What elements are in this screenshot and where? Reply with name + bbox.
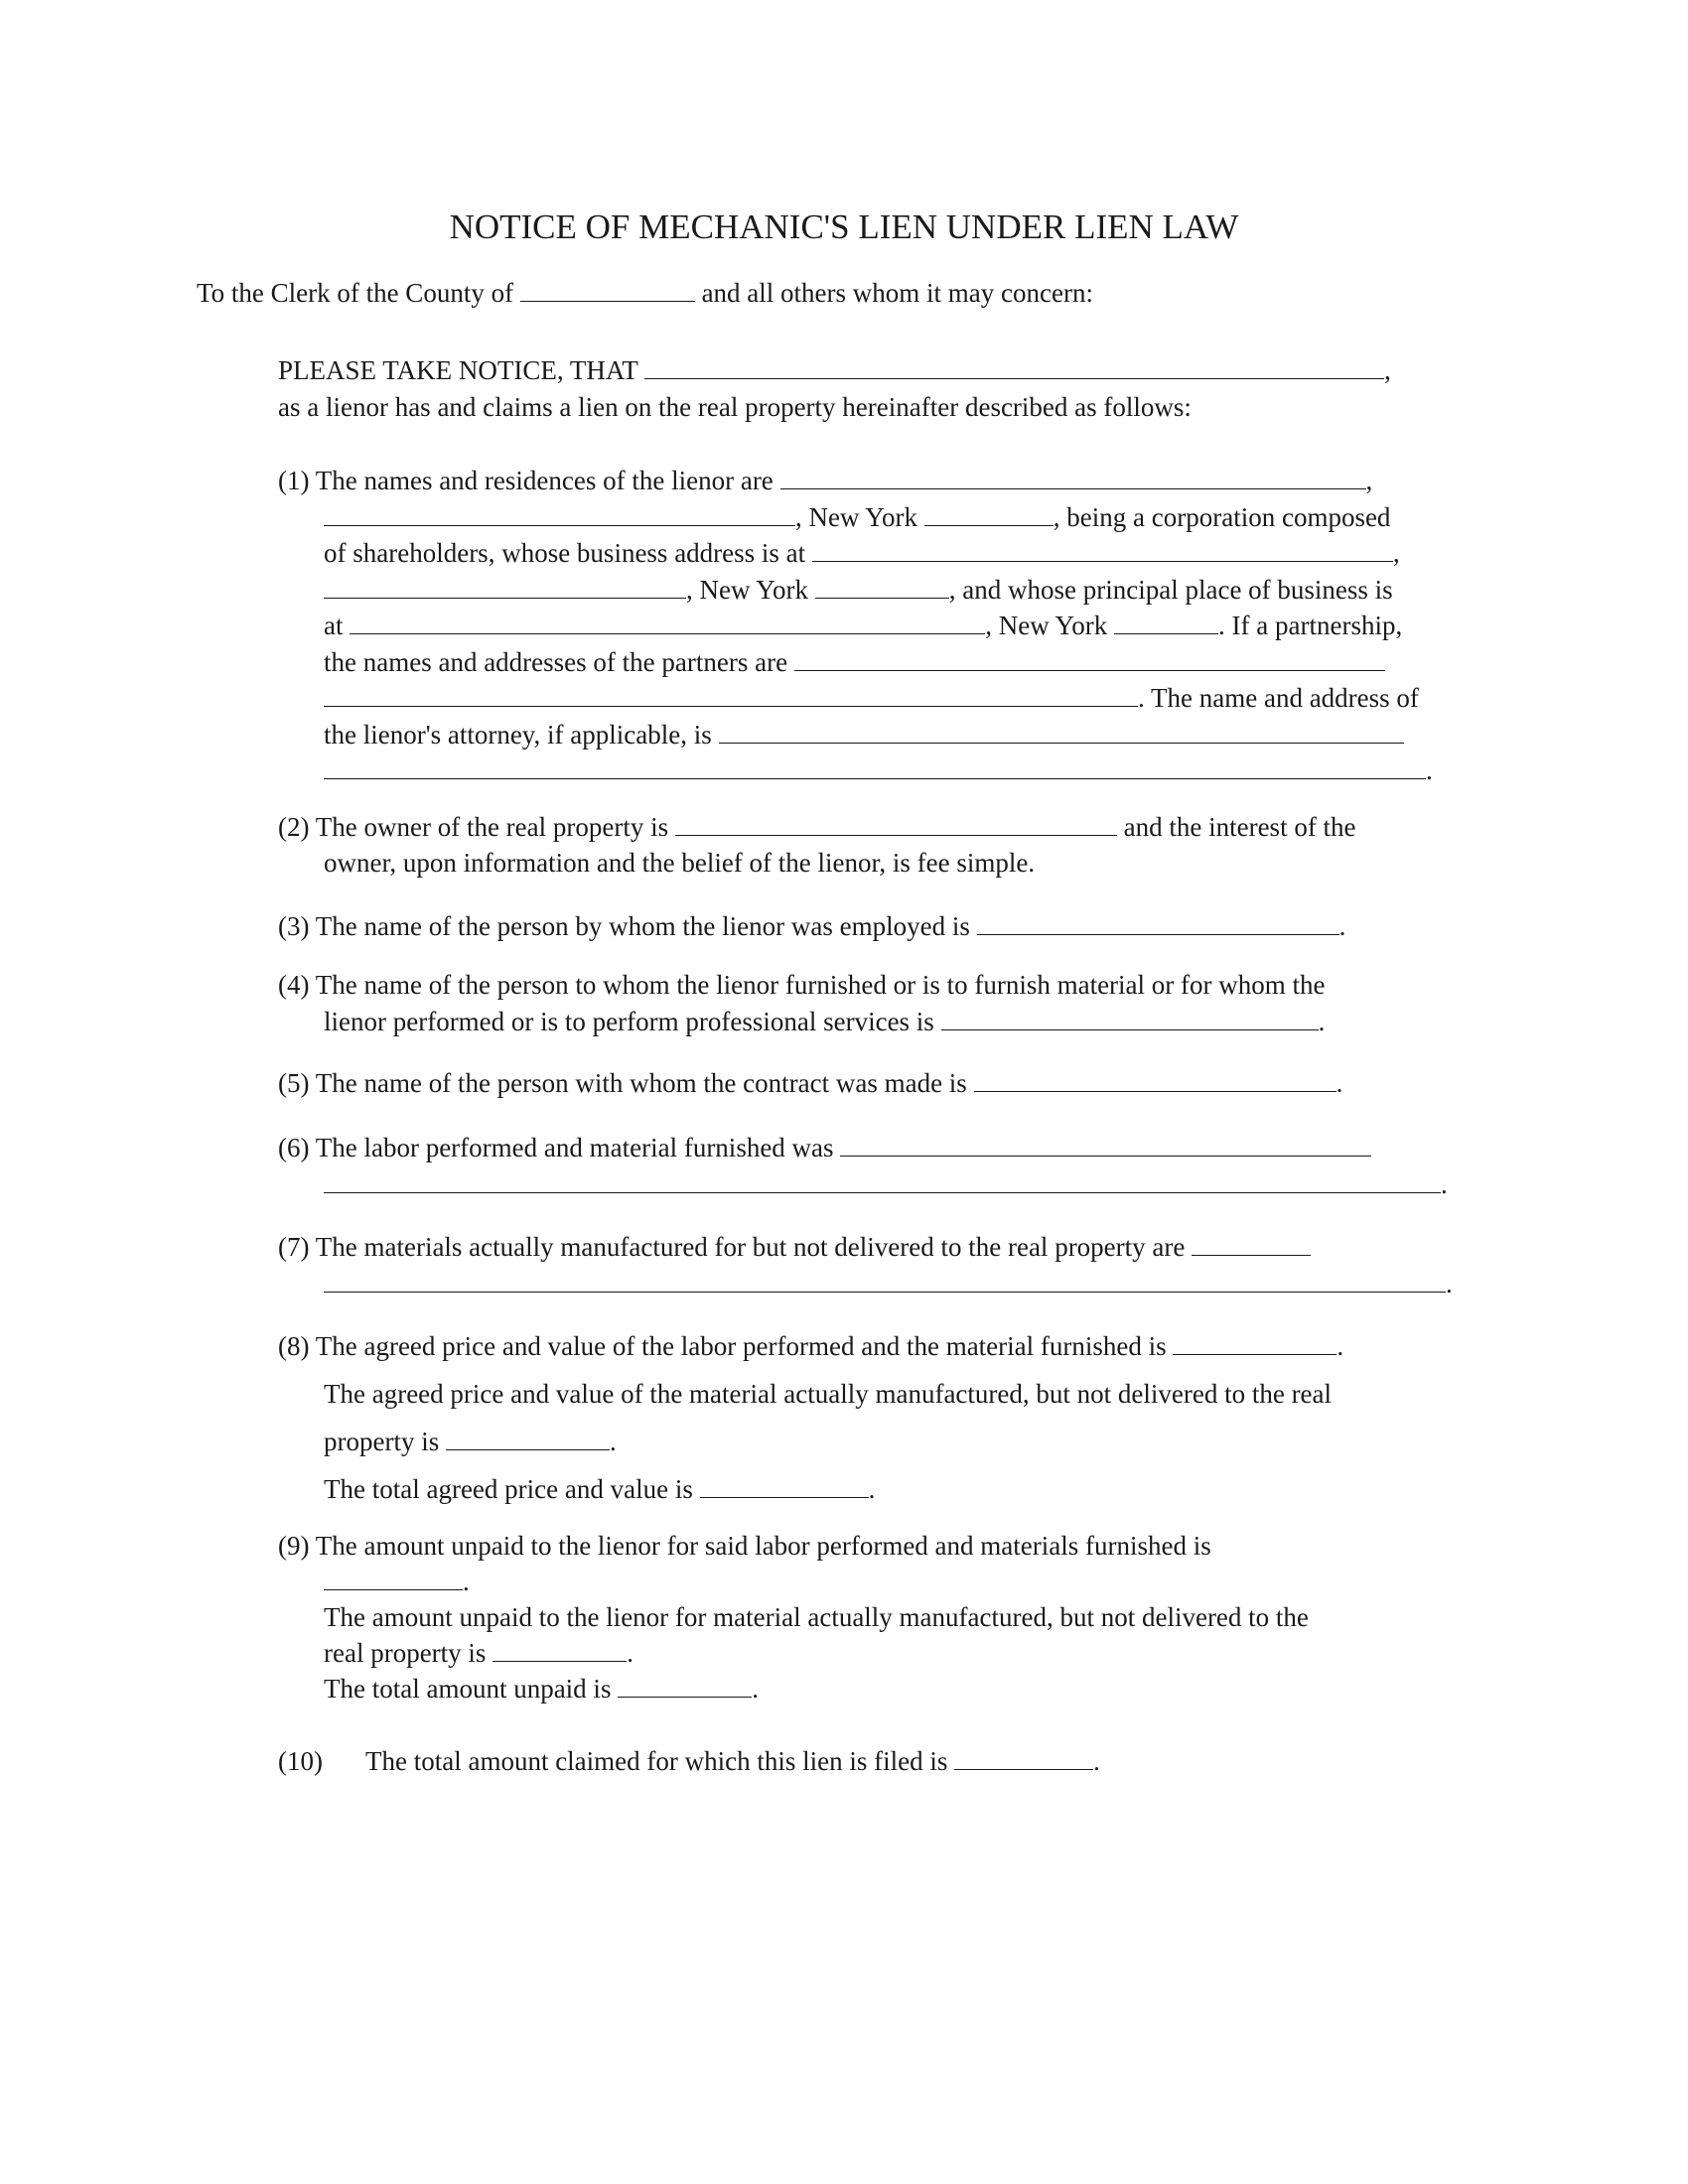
- attorney-field-continued[interactable]: [324, 754, 1426, 779]
- notice-comma: ,: [1384, 355, 1391, 385]
- item-text: the names and addresses of the partners are: [324, 647, 788, 677]
- item-1-line-4: [324, 573, 1393, 607]
- principal-text: , and whose principal place of business is: [948, 575, 1393, 605]
- item-text: The materials actually manufactured for but not delivered to the real property are: [315, 1232, 1186, 1262]
- document-title: NOTICE OF MECHANIC'S LIEN UNDER LIEN LAW: [449, 207, 1239, 246]
- item-text: The labor performed and material furnished was: [315, 1133, 834, 1162]
- address-text-tail: and all others whom it may concern:: [701, 278, 1093, 308]
- item-1-line-7: [324, 681, 1419, 715]
- comma: ,: [1392, 538, 1400, 568]
- business-address-field[interactable]: [812, 537, 1393, 562]
- item-text: The amount unpaid to the lienor for said labor performed and materials furnished is: [315, 1531, 1211, 1561]
- item-number: (9): [278, 1531, 310, 1561]
- principal-zip-field[interactable]: [1114, 610, 1218, 634]
- attorney-intro-text: . The name and address of: [1138, 683, 1419, 713]
- materials-field-continued[interactable]: [324, 1268, 1446, 1293]
- amount-unpaid-materials-field[interactable]: [492, 1637, 627, 1662]
- item-7: [278, 1230, 1311, 1264]
- business-city-field[interactable]: [324, 574, 686, 599]
- item-10: [278, 1744, 1100, 1778]
- item-text: The total amount claimed for which this lien is filed is: [365, 1746, 948, 1776]
- business-zip-field[interactable]: [815, 574, 949, 599]
- contract-party-field[interactable]: [974, 1067, 1336, 1092]
- item-2-line-2: owner, upon information and the belief of the lienor, is fee simple.: [324, 848, 1036, 878]
- partners-field-continued[interactable]: [324, 682, 1138, 707]
- period: .: [1338, 911, 1346, 941]
- period: .: [1441, 1169, 1448, 1199]
- item-text: property is: [324, 1427, 440, 1456]
- period: .: [1446, 1269, 1453, 1298]
- item-9: [278, 1529, 1211, 1563]
- item-text: lienor performed or is to perform professional services is: [324, 1007, 934, 1036]
- item-2: [278, 810, 1356, 844]
- county-field[interactable]: [520, 277, 695, 302]
- state-text: , New York: [686, 575, 809, 605]
- partnership-text: . If a partnership,: [1218, 611, 1403, 640]
- item-number: (3): [278, 911, 310, 941]
- item-9-line-4: [324, 1636, 633, 1670]
- item-9-line-3: The amount unpaid to the lienor for material actually manufactured, but not delivered to the: [324, 1602, 1309, 1632]
- labor-field-continued[interactable]: [324, 1168, 1441, 1193]
- item-text: The total amount unpaid is: [324, 1674, 612, 1704]
- item-number: (8): [278, 1331, 310, 1361]
- item-4: [278, 968, 1326, 1002]
- comma: ,: [1365, 466, 1373, 495]
- item-7-line-2: [324, 1267, 1453, 1300]
- corporation-text: , being a corporation composed: [1053, 502, 1391, 532]
- item-8: [278, 1329, 1343, 1363]
- item-4-line-2: [324, 1005, 1325, 1038]
- item-1-line-3: [324, 536, 1400, 570]
- period: .: [1093, 1746, 1100, 1776]
- total-agreed-price-field[interactable]: [700, 1473, 869, 1498]
- period: .: [463, 1567, 470, 1596]
- item-text: The name of the person with whom the contract was made is: [315, 1068, 967, 1098]
- period: .: [752, 1674, 759, 1704]
- item-number: (10): [278, 1746, 323, 1776]
- item-text: the lienor's attorney, if applicable, is: [324, 720, 712, 750]
- item-number: (6): [278, 1133, 310, 1162]
- item-number: (5): [278, 1068, 310, 1098]
- materials-field[interactable]: [1192, 1231, 1311, 1256]
- item-8-line-4: [324, 1472, 875, 1506]
- furnished-to-field[interactable]: [941, 1006, 1319, 1030]
- period: .: [1426, 755, 1433, 785]
- item-text: The names and residences of the lienor are: [315, 466, 774, 495]
- lienor-city-field[interactable]: [324, 501, 795, 526]
- labor-field[interactable]: [840, 1132, 1371, 1157]
- period: .: [1336, 1331, 1344, 1361]
- agreed-price-materials-field[interactable]: [446, 1426, 610, 1450]
- state-text: , New York: [985, 611, 1108, 640]
- item-1-line-2: [324, 500, 1390, 534]
- period: .: [609, 1427, 617, 1456]
- item-1-line-9: [324, 753, 1433, 787]
- item-text: The name of the person by whom the lienor was employed is: [315, 911, 970, 941]
- item-number: (1): [278, 466, 310, 495]
- employer-field[interactable]: [977, 910, 1339, 935]
- state-text: , New York: [795, 502, 918, 532]
- item-number: (2): [278, 812, 310, 842]
- period: .: [1336, 1068, 1343, 1098]
- address-text: To the Clerk of the County of: [197, 278, 514, 308]
- item-text: The agreed price and value of the labor performed and the material furnished is: [315, 1331, 1167, 1361]
- item-9-line-2: [324, 1565, 470, 1598]
- notice-line-2: as a lienor has and claims a lien on the real property hereinafter described as follows:: [278, 392, 1192, 422]
- item-1-line-5: [324, 609, 1402, 642]
- item-6-line-2: [324, 1167, 1448, 1201]
- item-text-tail: and the interest of the: [1123, 812, 1356, 842]
- lienor-name-field[interactable]: [644, 354, 1384, 379]
- item-text: at: [324, 611, 344, 640]
- agreed-price-labor-field[interactable]: [1173, 1330, 1336, 1355]
- period: .: [868, 1474, 876, 1504]
- period: .: [627, 1638, 633, 1668]
- item-6: [278, 1131, 1371, 1164]
- period: .: [1318, 1007, 1326, 1036]
- item-number: (7): [278, 1232, 310, 1262]
- item-text: The name of the person to whom the lienor furnished or is to furnish material or for whom the: [315, 970, 1326, 1000]
- item-9-line-5: [324, 1672, 759, 1706]
- address-line: [197, 276, 1093, 310]
- lienor-zip-field[interactable]: [924, 501, 1054, 526]
- notice-text: PLEASE TAKE NOTICE, THAT: [278, 355, 638, 385]
- item-text: of shareholders, whose business address is at: [324, 538, 806, 568]
- item-1-line-6: [324, 645, 1385, 679]
- total-claimed-field[interactable]: [954, 1745, 1093, 1770]
- item-1: [278, 464, 1372, 497]
- partners-field[interactable]: [794, 646, 1385, 671]
- lienor-residence-field[interactable]: [780, 465, 1366, 489]
- item-text: The owner of the real property is: [315, 812, 669, 842]
- item-8-line-3: [324, 1425, 617, 1458]
- item-text: real property is: [324, 1638, 487, 1668]
- item-number: (4): [278, 970, 310, 1000]
- item-text: The total agreed price and value is: [324, 1474, 693, 1504]
- item-3: [278, 909, 1345, 943]
- item-5: [278, 1066, 1342, 1100]
- item-8-line-2: The agreed price and value of the material actually manufactured, but not delivered to the real: [324, 1379, 1333, 1409]
- owner-field[interactable]: [675, 811, 1117, 836]
- amount-unpaid-labor-field[interactable]: [324, 1566, 463, 1590]
- principal-place-field[interactable]: [350, 610, 985, 634]
- attorney-field[interactable]: [719, 719, 1404, 744]
- total-unpaid-field[interactable]: [618, 1673, 752, 1698]
- notice-line: [278, 353, 1391, 387]
- item-1-line-8: [324, 718, 1404, 751]
